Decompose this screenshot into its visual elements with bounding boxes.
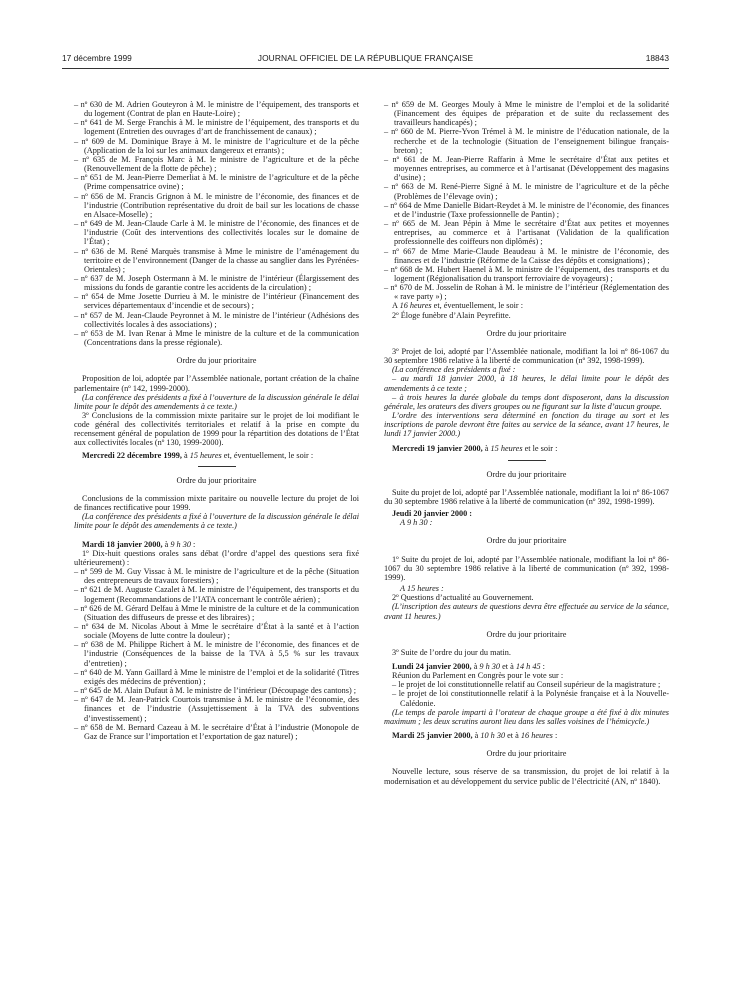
list-item: – le projet de loi constitutionnelle relatif au Conseil supérieur de la magistrature ; — [392, 680, 661, 690]
paragraph: 3º Conclusions de la commission mixte paritaire sur le projet de loi modifiant le code général des collectivités territoriales et relatif à la prise en compte du recensement général de population de 1999 pour la répartition des dotations de l’État aux collectivités locales (nº 130, 1999-2000). — [74, 411, 359, 448]
list-item: – nº 638 de M. Philippe Richert à M. le ministre de l’économie, des finances et de l’industrie (Conséquences de la baisse de la TVA à 5,5 % sur les travaux d’entretien) ; — [74, 640, 359, 668]
section-heading: Ordre du jour prioritaire — [486, 629, 567, 639]
list-item: – nº 659 de M. Georges Mouly à Mme le ministre de l’emploi et de la solidarité (Financement des équipes de préparation et de suite du reclassement des travailleurs handicapés) ; — [384, 100, 669, 128]
time-line: A 9 h 30 : — [400, 518, 433, 528]
list-item: – nº 668 de M. Hubert Haenel à M. le ministre de l’équipement, des transports et du logement (Régionalisation du transport ferroviaire de voyageurs) ; — [384, 264, 669, 283]
paragraph: Réunion du Parlement en Congrès pour le vote sur : — [392, 671, 564, 681]
list-item: – nº 645 de M. Alain Dufaut à M. le ministre de l’intérieur (Découpage des cantons) ; — [74, 686, 357, 696]
list-item: – nº 654 de Mme Josette Durrieu à M. le ministre de l’intérieur (Financement des services départementaux d’incendie et de secours) ; — [74, 292, 359, 311]
paragraph: Proposition de loi, adoptée par l’Assemblée nationale, portant création de la chaîne parlementaire (nº 142, 1999-2000). — [74, 374, 359, 393]
list-item: – nº 599 de M. Guy Vissac à M. le ministre de l’agriculture et de la pêche (Situation des entrepreneurs de travaux forestiers) ; — [74, 567, 359, 586]
header-title: JOURNAL OFFICIEL DE LA RÉPUBLIQUE FRANÇAISE — [257, 53, 474, 63]
list-item: – nº 651 de M. Jean-Pierre Demerliat à M. le ministre de l’agriculture et de la pêche (Prime compensatrice ovine) ; — [74, 173, 359, 192]
section-heading: Ordre du jour prioritaire — [486, 749, 567, 759]
list-item: – nº 670 de M. Josselin de Rohan à M. le ministre de l’intérieur (Réglementation des « rave party ») ; — [384, 283, 669, 302]
list-item: – nº 665 de M. Jean Pépin à Mme le secrétaire d’État aux petites et moyennes entreprises, au commerce et à l’artisanat (Validation de la qualification professionnelle des coiffeurs non diplômés) ; — [384, 219, 669, 247]
sitting-date: Lundi 24 janvier 2000, à 9 h 30 et à 14 h 45 : — [392, 661, 545, 671]
list-item: – nº 634 de M. Nicolas About à Mme le secrétaire d’État à la santé et à l’action sociale (Moyens de lutte contre la douleur) ; — [74, 621, 359, 641]
paragraph-note: (Le temps de parole imparti à l’orateur de chaque groupe a été fixé à dix minutes maximum ; les deux scrutins auront lieu dans les salles voisines de l’hémicycle.) — [384, 707, 669, 726]
list-item: – nº 667 de Mme Marie-Claude Beaudeau à M. le ministre de l’économie, des finances et de l’industrie (Réforme de la Caisse des dépôts et consignations) ; — [384, 246, 669, 265]
section-heading: Ordre du jour prioritaire — [176, 475, 257, 485]
list-item: – nº 657 de M. Jean-Claude Peyronnet à M. le ministre de l’intérieur (Adhésions des collectivités locales à des associations) ; — [74, 310, 359, 329]
section-heading: Ordre du jour prioritaire — [176, 356, 257, 366]
paragraph-note: – à trois heures la durée globale du temps dont disposeront, dans la discussion générale, les orateurs des divers groupes ou ne figurant sur la liste d’aucun groupe. — [384, 392, 669, 411]
paragraph-note: – au mardi 18 janvier 2000, à 18 heures, le délai limite pour le dépôt des amendements à ce texte ; — [384, 374, 669, 393]
sitting-date: Mardi 25 janvier 2000, à 10 h 30 et à 16 heures : — [392, 731, 558, 741]
list-item: – nº 635 de M. François Marc à M. le ministre de l’agriculture et de la pêche (Renouvellement de la flotte de pêche) ; — [74, 154, 359, 174]
sitting-date: Jeudi 20 janvier 2000 : — [392, 509, 473, 519]
sitting-date: Mercredi 22 décembre 1999, à 15 heures et, éventuellement, le soir : — [82, 450, 314, 460]
left-column — [74, 100, 359, 741]
page-header — [62, 53, 669, 67]
header-rule — [62, 68, 669, 69]
paragraph: Nouvelle lecture, sous réserve de sa transmission, du projet de loi relatif à la modernisation et au développement du service public de l’électricité (AN, nº 1840). — [384, 767, 669, 786]
paragraph: 2º Éloge funèbre d’Alain Peyrefitte. — [392, 310, 511, 320]
header-page-number: 18843 — [645, 53, 669, 63]
list-item: – nº 661 de M. Jean-Pierre Raffarin à Mme le secrétaire d’État aux petites et moyennes entreprises, au commerce et à l’artisanat (Développement des magasins d’usine) ; — [384, 154, 669, 183]
list-item: – nº 649 de M. Jean-Claude Carle à M. le ministre de l’économie, des finances et de l’industrie (Coût des interventions des collectivités locales sur le domaine de l’État) ; — [74, 219, 359, 247]
divider — [508, 460, 546, 461]
list-item: – nº 637 de M. Joseph Ostermann à M. le ministre de l’intérieur (Élargissement des missions du fonds de garantie contre les accidents de la circulation) ; — [74, 273, 359, 293]
header-date: 17 décembre 1999 — [62, 53, 132, 63]
list-item: – nº 664 de Mme Danielle Bidart-Reydet à M. le ministre de l’économie, des finances et de l’industrie (Taxe professionnelle de Pantin) ; — [384, 200, 669, 219]
paragraph: A 16 heures et, éventuellement, le soir : — [392, 301, 524, 311]
paragraph-note: (La conférence des présidents a fixé : — [392, 365, 516, 375]
sitting-date: Mardi 18 janvier 2000, à 9 h 30 : — [82, 539, 196, 549]
paragraph-note: L’ordre des interventions sera déterminé en fonction du tirage au sort et les inscriptions de parole devront être faites au service de la séance, avant 17 heures, le lundi 17 janvier 2000.) — [384, 411, 669, 439]
question-list-1 — [74, 100, 359, 347]
paragraph-note: (La conférence des présidents a fixé à l’ouverture de la discussion générale le délai limite pour le dépôt des amendements à ce texte.) — [74, 512, 359, 531]
list-item: – nº 656 de M. Francis Grignon à M. le ministre de l’économie, des finances et de l’industrie (Contribution représentative du droit de bail sur les locations de chasse en Alsace-Moselle) ; — [74, 191, 359, 219]
paragraph: 1º Suite du projet de loi, adopté par l’Assemblée nationale, modifiant la loi nº 86-1067 du 30 septembre 1986 relative à la liberté de communication (nº 392, 1998-1999). — [384, 554, 669, 582]
section-heading: Ordre du jour prioritaire — [486, 328, 567, 338]
list-item: – le projet de loi constitutionnelle relatif à la Polynésie française et à la Nouvelle-Calédonie. — [392, 689, 669, 708]
paragraph: 2º Questions d’actualité au Gouvernement. — [392, 593, 534, 603]
paragraph: Suite du projet de loi, adopté par l’Assemblée nationale, modifiant la loi nº 86-1067 du 30 septembre 1986 relative à la liberté de communication (nº 392, 1998-1999). — [384, 487, 669, 506]
section-heading: Ordre du jour prioritaire — [486, 536, 567, 546]
list-item: – nº 640 de M. Yann Gaillard à Mme le ministre de l’emploi et de la solidarité (Titres exigés des médecins de prévention) ; — [74, 667, 359, 686]
divider — [198, 466, 236, 467]
time-line: A 15 heures : — [400, 584, 444, 594]
paragraph: Conclusions de la commission mixte paritaire ou nouvelle lecture du projet de loi de finances rectificative pour 1999. — [74, 493, 359, 513]
question-list-3 — [384, 100, 669, 301]
list-item: – nº 660 de M. Pierre-Yvon Trémel à M. le ministre de l’éducation nationale, de la recherche et de la technologie (Situation de l’enseignement bilingue français-breton) ; — [384, 127, 669, 155]
list-item: – nº 621 de M. Auguste Cazalet à M. le ministre de l’équipement, des transports et du logement (Recommandations de l’IATA concernant le contrôle aérien) ; — [74, 585, 359, 604]
paragraph: 1º Dix-huit questions orales sans débat (l’ordre d’appel des questions sera fixé ultérieurement) : — [74, 548, 359, 567]
question-list-2 — [74, 567, 359, 741]
list-item: – nº 641 de M. Serge Franchis à M. le ministre de l’équipement, des transports et du logement (Entretien des ouvrages d’art de franchissement de canaux) ; — [74, 118, 359, 137]
list-item: – nº 653 de M. Ivan Renar à Mme le ministre de la culture et de la communication (Concentrations dans la presse régionale). — [74, 328, 359, 348]
paragraph: 3º Suite de l’ordre du jour du matin. — [392, 647, 511, 657]
paragraph-note: (L’inscription des auteurs de questions devra être effectuée au service de la séance, avant 11 heures.) — [384, 602, 669, 621]
right-column — [384, 100, 669, 786]
sitting-date: Mercredi 19 janvier 2000, à 15 heures et le soir : — [392, 444, 558, 454]
list-item: – nº 609 de M. Dominique Braye à M. le ministre de l’agriculture et de la pêche (Application de la loi sur les animaux dangereux et errants) ; — [74, 136, 359, 155]
paragraph: 3º Projet de loi, adopté par l’Assemblée nationale, modifiant la loi nº 86-1067 du 30 septembre 1986 relative à la liberté de communication (nº 392, 1998-1999). — [384, 346, 669, 366]
paragraph-note: (La conférence des présidents a fixé à l’ouverture de la discussion générale le délai limite pour le dépôt des amendements à ce texte.) — [74, 392, 359, 411]
list-item: – nº 636 de M. René Marquès transmise à Mme le ministre de l’aménagement du territoire et de l’environnement (Danger de la chasse au sanglier dans les Pyrénées-Orientales) ; — [74, 246, 359, 274]
list-item: – nº 647 de M. Jean-Patrick Courtois transmise à M. le ministre de l’économie, des finances et de l’industrie (Assujettissement à la TVA des subventions d’investissement) ; — [74, 695, 359, 723]
list-item: – nº 658 de M. Bernard Cazeau à M. le secrétaire d’État à l’industrie (Monopole de Gaz de France sur l’importation et l’exportation de gaz naturel) ; — [74, 722, 359, 741]
list-item: – nº 663 de M. René-Pierre Signé à M. le ministre de l’agriculture et de la pêche (Problèmes de l’élevage ovin) ; — [384, 182, 669, 201]
section-heading: Ordre du jour prioritaire — [486, 469, 567, 479]
list-item: – nº 630 de M. Adrien Gouteyron à M. le ministre de l’équipement, des transports et du logement (Contrat de plan en Haute-Loire) ; — [74, 100, 359, 119]
list-item: – nº 626 de M. Gérard Delfau à Mme le ministre de la culture et de la communication (Situation des diffuseurs de presse et des libraires) ; — [74, 603, 359, 622]
